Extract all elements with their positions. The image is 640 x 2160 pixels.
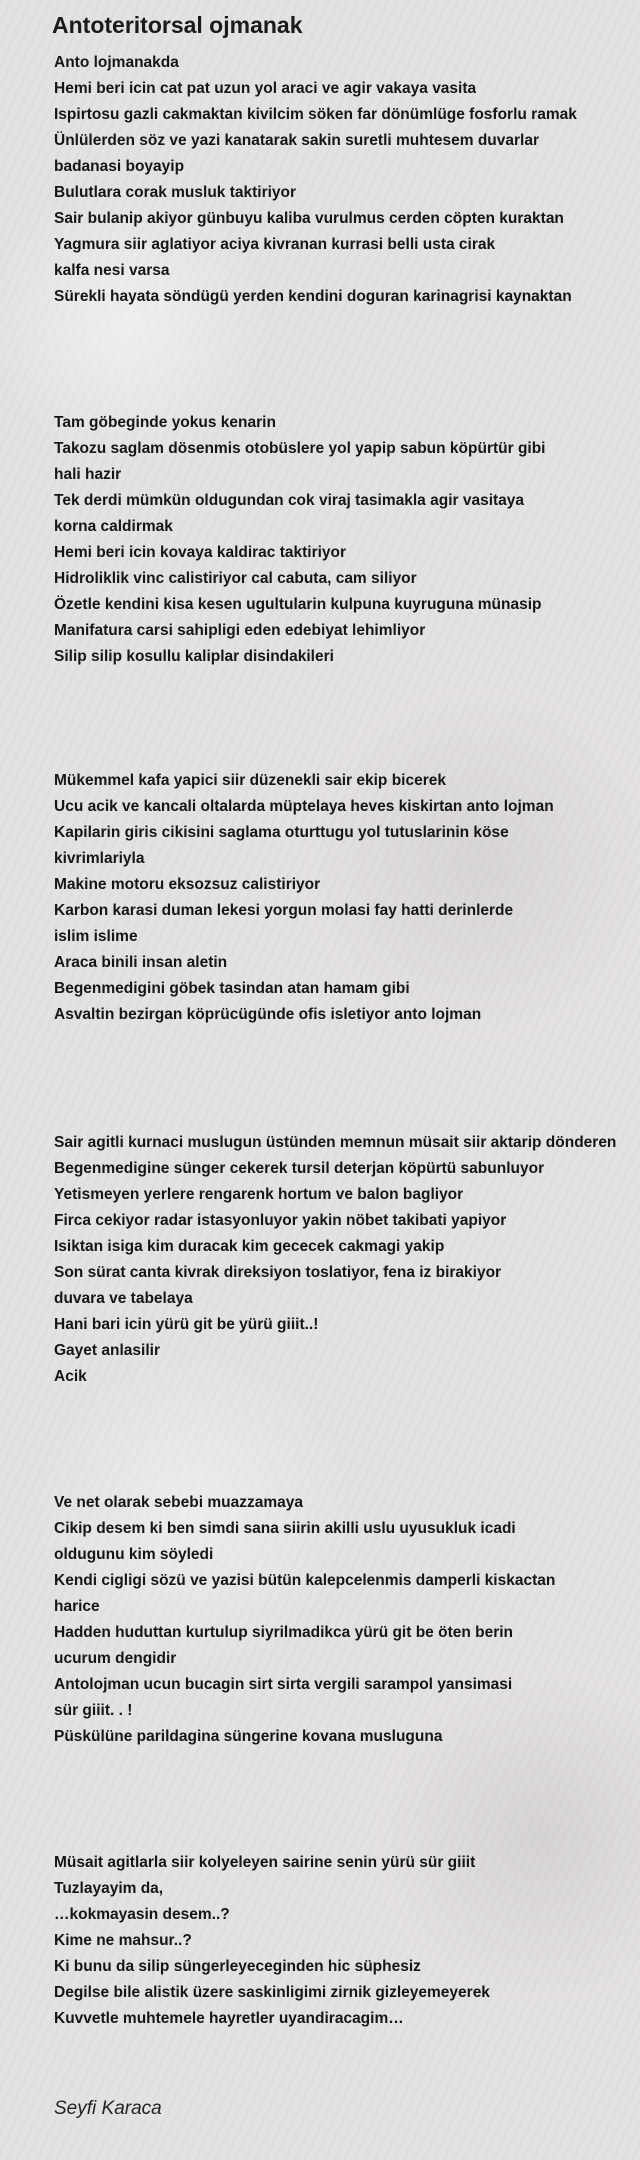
poem-line: Cikip desem ki ben simdi sana siirin akilli uslu uyusukluk icadi <box>54 1520 516 1537</box>
poem-line: Kapilarin giris cikisini saglama oturttugu yol tutuslarinin köse <box>54 824 509 841</box>
poem-line: korna caldirmak <box>54 518 173 535</box>
poem-line: Ki bunu da silip süngerleyeceginden hic süphesiz <box>54 1958 421 1975</box>
poem-line: badanasi boyayip <box>54 158 185 175</box>
poem-line: Karbon karasi duman lekesi yorgun molasi fay hatti derinlerde <box>54 902 514 919</box>
poem-line: …kokmayasin desem..? <box>54 1906 230 1923</box>
poem-line: hali hazir <box>54 466 122 483</box>
poem-line: harice <box>54 1598 100 1615</box>
poem-line: Kime ne mahsur..? <box>54 1932 192 1949</box>
poem-line: Begenmedigini göbek tasindan atan hamam gibi <box>54 980 410 997</box>
poem-line: oldugunu kim söyledi <box>54 1546 214 1563</box>
poem-line: Takozu saglam dösenmis otobüslere yol yapip sabun köpürtür gibi <box>54 440 546 457</box>
poem-line: Antolojman ucun bucagin sirt sirta vergili sarampol yansimasi <box>54 1676 513 1693</box>
poem-line: Son sürat canta kivrak direksiyon toslatiyor, fena iz birakiyor <box>54 1264 502 1281</box>
poem-line: Silip silip kosullu kaliplar disindakileri <box>54 648 334 665</box>
poem-line: Bulutlara corak musluk taktiriyor <box>54 184 297 201</box>
poem-line: Hemi beri icin cat pat uzun yol araci ve agir vakaya vasita <box>54 80 477 97</box>
poem-line: Araca binili insan aletin <box>54 954 228 971</box>
poem-line: Hadden huduttan kurtulup siyrilmadikca yürü git be öten berin <box>54 1624 514 1641</box>
stanza-1 <box>54 50 638 310</box>
poem-line: Asvaltin bezirgan köprücügünde ofis isletiyor anto lojman <box>54 1006 482 1023</box>
poem-line: Gayet anlasilir <box>54 1342 160 1359</box>
poem-line: Tuzlayayim da, <box>54 1880 164 1897</box>
poem-line: Anto lojmanakda <box>54 54 179 71</box>
poem-line: Degilse bile alistik üzere saskinligimi zirnik gizleyemeyerek <box>54 1984 490 2001</box>
poem-line: Püskülüne parildagina süngerine kovana musluguna <box>54 1728 443 1745</box>
poem-line: Mükemmel kafa yapici siir düzenekli sair ekip bicerek <box>54 772 446 789</box>
poem-line: Yetismeyen yerlere rengarenk hortum ve balon bagliyor <box>54 1186 464 1203</box>
poem-line: Sürekli hayata söndügü yerden kendini doguran karinagrisi kaynaktan <box>54 288 572 305</box>
poem-line: Hidroliklik vinc calistiriyor cal cabuta, cam siliyor <box>54 570 417 587</box>
poem-line: Kuvvetle muhtemele hayretler uyandiracagim… <box>54 2010 404 2027</box>
poem-line: Tam göbeginde yokus kenarin <box>54 414 276 431</box>
poem-line: Isiktan isiga kim duracak kim gececek cakmagi yakip <box>54 1238 445 1255</box>
poem-line: Yagmura siir aglatiyor aciya kivranan kurrasi belli usta cirak <box>54 236 496 253</box>
poem-title: Antoteritorsal ojmanak <box>52 12 303 38</box>
poem-line: Kendi cigligi sözü ve yazisi bütün kalepcelenmis damperli kiskactan <box>54 1572 556 1589</box>
poem-line: Ve net olarak sebebi muazzamaya <box>54 1494 303 1511</box>
poem-line: Özetle kendini kisa kesen ugultularin kulpuna kuyruguna münasip <box>54 596 542 613</box>
author-signature: Seyfi Karaca <box>54 2098 162 2119</box>
poem-line: Hemi beri icin kovaya kaldirac taktiriyor <box>54 544 347 561</box>
poem-line: Acik <box>54 1368 87 1385</box>
poem-line: Sair bulanip akiyor günbuyu kaliba vurulmus cerden cöpten kuraktan <box>54 210 564 227</box>
poem-line: kalfa nesi varsa <box>54 262 170 279</box>
poem-line: Hani bari icin yürü git be yürü giiit..! <box>54 1316 319 1333</box>
poem-line: Begenmedigine sünger cekerek tursil deterjan köpürtü sabunluyor <box>54 1160 545 1177</box>
stanza-6 <box>54 1850 638 2032</box>
poem-line: Sair agitli kurnaci muslugun üstünden memnun müsait siir aktarip dönderen <box>54 1134 617 1151</box>
stanza-3 <box>54 768 638 1028</box>
stanza-2 <box>54 410 638 670</box>
poem-line: Ucu acik ve kancali oltalarda müptelaya heves kiskirtan anto lojman <box>54 798 554 815</box>
poem-line: Tek derdi mümkün oldugundan cok viraj tasimakla agir vasitaya <box>54 492 525 509</box>
poem-line: Firca cekiyor radar istasyonluyor yakin nöbet takibati yapiyor <box>54 1212 507 1229</box>
poem-line: Manifatura carsi sahipligi eden edebiyat lehimliyor <box>54 622 426 639</box>
poem-line: sür giiit. . ! <box>54 1702 133 1719</box>
stanza-4 <box>54 1130 638 1390</box>
stanza-5 <box>54 1490 638 1750</box>
poem-line: islim islime <box>54 928 138 945</box>
poem-line: kivrimlariyla <box>54 850 145 867</box>
poem-line: ucurum dengidir <box>54 1650 177 1667</box>
poem-line: Makine motoru eksozsuz calistiriyor <box>54 876 321 893</box>
poem-line: Müsait agitlarla siir kolyeleyen sairine senin yürü sür giiit <box>54 1854 476 1871</box>
poem-line: Ispirtosu gazli cakmaktan kivilcim söken far dönümlüge fosforlu ramak <box>54 106 577 123</box>
poem-line: duvara ve tabelaya <box>54 1290 193 1307</box>
poem-line: Ünlülerden söz ve yazi kanatarak sakin suretli muhtesem duvarlar <box>54 132 540 149</box>
